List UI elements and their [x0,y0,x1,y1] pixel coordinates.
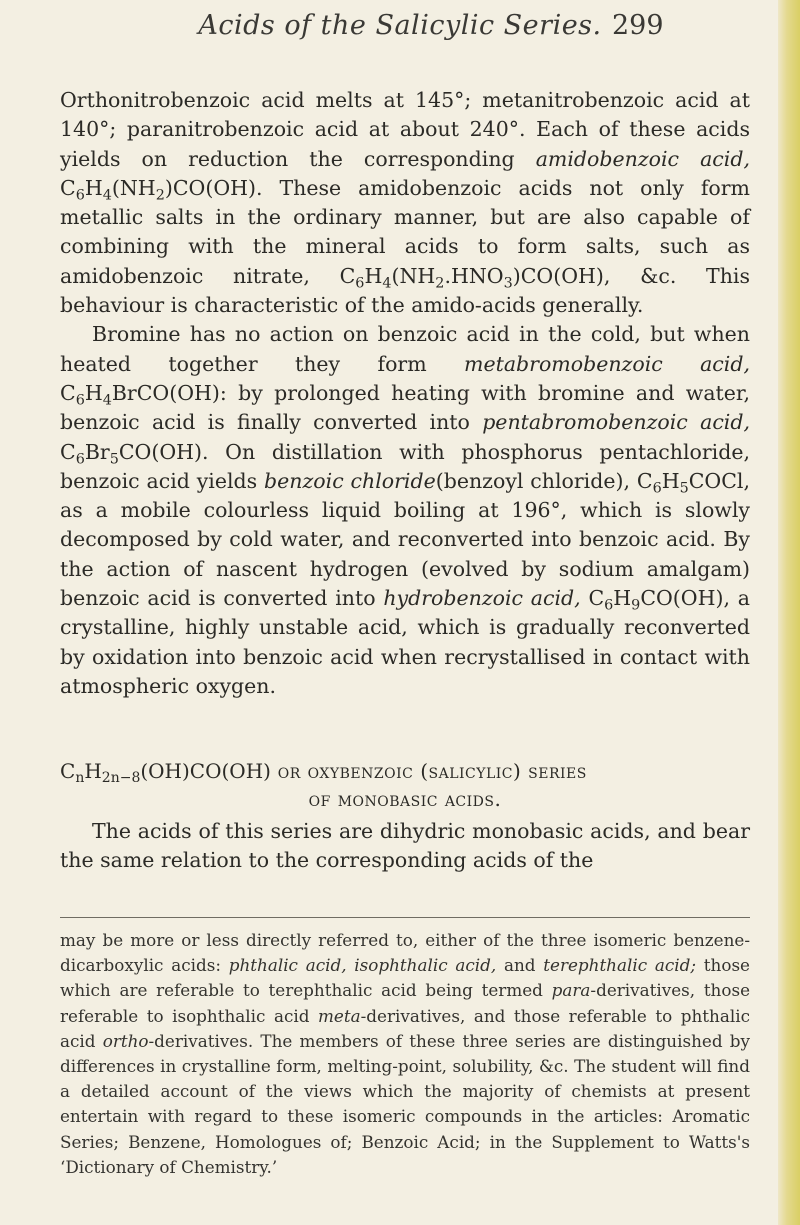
paragraph-text: a crystalline, highly unstable acid, which is gradually reconverted by oxidation into benzoic acid when recrystallised in contact with atmospheric oxygen. [60,586,750,698]
footnote-text: -derivatives. The members of these three series are distinguished by differences in crystalline form, melting-point, solubility, &c. The student will find a detailed account of the views which the majority of chemists at present entertain with regard to these isomeric compounds in the articles: Aromatic Series; Benzene, Homologues of; Benzoic Acid; in the Supplement to Watts's ‘Dictionary of Chemistry.’ [60,1030,750,1177]
paragraph-text: On distillation with phosphorus pentachloride, benzoic acid yields [60,439,750,493]
section-heading-line-1 [60,757,750,785]
paragraph-text: Bromine has no action on benzoic acid in the cold, but when heated together they form [60,322,750,376]
formula-benzoyl-chloride: $C_6H_5COCl$, [636,468,750,497]
footnote-text: -derivatives, and those referable to phthalic acid [60,1005,751,1051]
page-number: 299 [612,10,664,41]
formula-amidobenzoic-nitrate: $C_6H_4(NH_2.HNO_3)CO(OH)$, [339,263,611,292]
paragraph-text: Orthonitrobenzoic acid melts at 145°; metanitrobenzoic acid at 140°; paranitrobenzoic acid at about 240°. Each of these acids yields on reduction the corresponding [60,88,750,171]
term-para: para [551,980,591,1001]
paragraph-text: The acids of this series are dihydric monobasic acids, and bear the same relation to the corresponding acids of the [60,819,750,873]
body-text-continued [60,817,750,876]
series-formula: $C_nH_{2n-8}(OH)CO(OH)$ [60,759,271,787]
footnote-text: and [496,955,544,976]
term-benzoic-chloride: benzoic chloride [264,468,436,493]
formula-metabromobenzoic: $C_6H_4BrCO(OH)$: [60,380,227,409]
term-pentabromobenzoic-acid: pentabromobenzoic acid, [482,410,751,435]
footnote-text: those which are referable to terephthalic acid being termed [60,955,750,1001]
body-text-block [60,86,750,701]
running-title: Acids of the Salicylic Series. [198,10,602,41]
term-amidobenzoic-acid: amidobenzoic acid, [535,146,750,171]
term-meta: meta [318,1005,361,1026]
series-title: or oxybenzoic (salicylic) series [270,759,587,783]
section-heading [60,757,750,813]
footnote-text: -derivatives, those referable to isophthalic acid [60,980,751,1026]
term-metabromobenzoic-acid: metabromobenzoic acid, [464,351,750,376]
footnote [60,928,750,1180]
formula-amidobenzoic: $C_6H_4(NH_2)CO(OH)$. [60,175,263,204]
term-phthalic-acid: phthalic acid, [228,955,347,976]
formula-hydrobenzoic: $C_6H_9CO(OH)$, [588,586,730,614]
page-edge [778,0,800,1225]
term-terephthalic-acid: terephthalic acid; [543,955,697,976]
paragraph-text: by prolonged heating with bromine and water, benzoic acid is finally converted into [60,380,750,435]
paragraph-text: &c. This behaviour is characteristic of the amido-acids generally. [60,263,750,318]
footnote-rule [60,917,750,918]
term-isophthalic-acid: isophthalic acid, [354,955,497,976]
paragraph-bromine [60,320,750,701]
term-hydrobenzoic-acid: hydrobenzoic acid, [383,586,581,611]
footnote-text: may be more or less directly referred to, either of the three isomeric benzene-dicarboxylic acids: [60,930,750,976]
paragraph-text: These amidobenzoic acids not only form metallic salts in the ordinary manner, but are also capable of combining with the mineral acids to form salts, such as amidobenzoic nitrate, [60,175,750,288]
paragraph-text: (benzoyl chloride), [435,468,631,493]
section-heading-line-2: of monobasic acids. [308,787,502,811]
formula-pentabromobenzoic: $C_6Br_5CO(OH)$. [60,439,209,467]
paragraph-text: as a mobile colourless liquid boiling at 196°, which is slowly decomposed by cold water, and reconverted into benzoic acid. By the action of nascent hydrogen (evolved by sodium amalgam) benzoic acid is converted into [60,498,750,611]
page-header [0,10,800,54]
term-ortho: ortho [102,1030,149,1051]
paragraph-nitrobenzoic [60,86,750,320]
paragraph-salicylic [60,817,750,876]
